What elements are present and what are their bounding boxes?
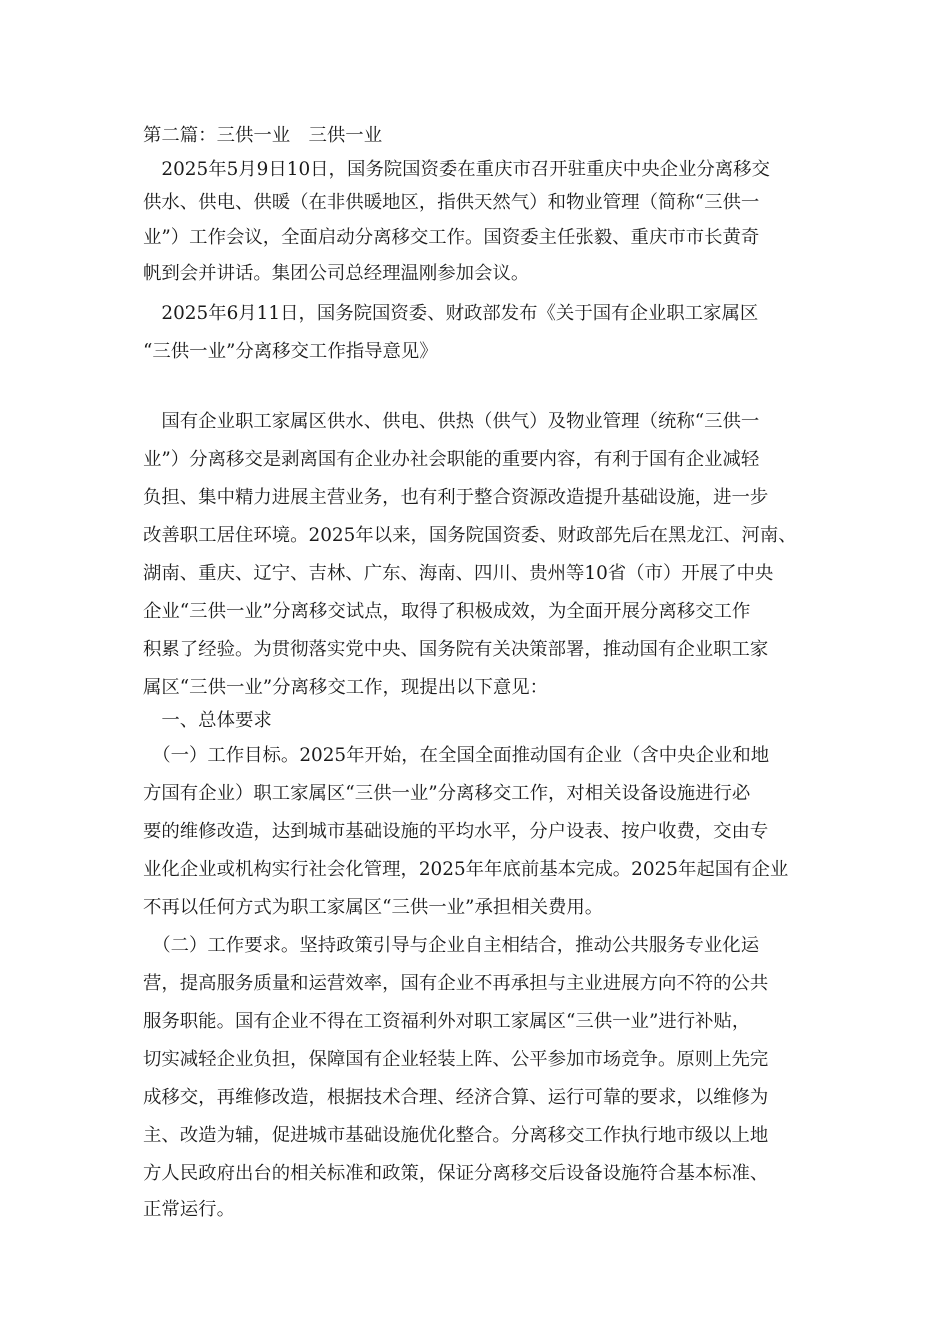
paragraph-line: 企业“三供一业”分离移交试点，取得了积极成效，为全面开展分离移交工作: [143, 601, 751, 622]
paragraph-line: 国有企业职工家属区供水、供电、供热（供气）及物业管理（统称“三供一: [143, 411, 760, 432]
paragraph-line: 方人民政府出台的相关标准和政策，保证分离移交后设备设施符合基本标准、: [143, 1163, 769, 1184]
paragraph-line: 湖南、重庆、辽宁、吉林、广东、海南、四川、贵州等10省（市）开展了中央: [143, 563, 774, 584]
paragraph-line: （一）工作目标。2025年开始，在全国全面推动国有企业（含中央企业和地: [143, 745, 770, 766]
paragraph-line: 积累了经验。为贯彻落实党中央、国务院有关决策部署，推动国有企业职工家: [143, 639, 769, 660]
paragraph-line: 切实减轻企业负担，保障国有企业轻装上阵、公平参加市场竞争。原则上先完: [143, 1049, 769, 1070]
paragraph-line: 供水、供电、供暖（在非供暖地区，指供天然气）和物业管理（简称“三供一: [143, 192, 760, 213]
paragraph-line: 要的维修改造，达到城市基础设施的平均水平，分户设表、按户收费，交由专: [143, 821, 769, 842]
paragraph-line: 业”）工作会议，全面启动分离移交工作。国资委主任张毅、重庆市市长黄奇: [143, 227, 760, 248]
paragraph-line: 业化企业或机构实行社会化管理，2025年年底前基本完成。2025年起国有企业: [143, 859, 789, 880]
paragraph-line: 正常运行。: [143, 1199, 235, 1220]
paragraph-line: 服务职能。国有企业不得在工资福利外对职工家属区“三供一业”进行补贴，: [143, 1011, 751, 1032]
paragraph-line: 营，提高服务质量和运营效率，国有企业不再承担与主业进展方向不符的公共: [143, 973, 769, 994]
section-title: 第二篇：三供一业 三供一业: [143, 125, 383, 146]
paragraph-line: 业”）分离移交是剥离国有企业办社会职能的重要内容，有利于国有企业减轻: [143, 449, 760, 470]
paragraph-line: 2025年6月11日，国务院国资委、财政部发布《关于国有企业职工家属区: [143, 303, 759, 324]
paragraph-line: 属区“三供一业”分离移交工作，现提出以下意见：: [143, 677, 549, 698]
paragraph-line: 方国有企业）职工家属区“三供一业”分离移交工作，对相关设备设施进行必: [143, 783, 751, 804]
paragraph-line: “三供一业”分离移交工作指导意见》: [143, 341, 438, 362]
paragraph-line: 2025年5月9日10日，国务院国资委在重庆市召开驻重庆中央企业分离移交: [143, 159, 770, 180]
paragraph-line: 帆到会并讲话。集团公司总经理温刚参加会议。: [143, 263, 530, 284]
paragraph-line: 成移交，再维修改造，根据技术合理、经济合算、运行可靠的要求，以维修为: [143, 1087, 769, 1108]
paragraph-line: 不再以任何方式为职工家属区“三供一业”承担相关费用。: [143, 897, 604, 918]
section-heading: 一、总体要求: [143, 710, 272, 731]
paragraph-line: 负担、集中精力进展主营业务，也有利于整合资源改造提升基础设施，进一步: [143, 487, 769, 508]
paragraph-line: （二）工作要求。坚持政策引导与企业自主相结合，推动公共服务专业化运: [143, 935, 760, 956]
paragraph-line: 改善职工居住环境。2025年以来，国务院国资委、财政部先后在黑龙江、河南、: [143, 525, 797, 546]
paragraph-line: 主、改造为辅，促进城市基础设施优化整合。分离移交工作执行地市级以上地: [143, 1125, 769, 1146]
